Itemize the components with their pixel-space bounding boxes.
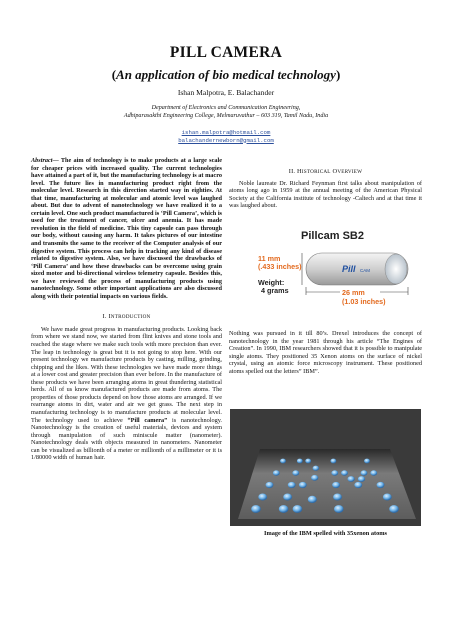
xenon-atom	[258, 494, 267, 501]
xenon-atom	[332, 482, 340, 488]
xenon-atom	[280, 459, 286, 464]
email-link-1[interactable]: ishan.malpotra@hotmail.com	[181, 129, 271, 136]
intro-bold: “Pill camera”	[127, 416, 168, 424]
weight-value: 4 grams	[261, 286, 289, 295]
section2-num: II.	[288, 168, 296, 175]
history-paragraph-2: Nothing was pursued in it till 80’s. Drexel introduces the concept of nanotechnology in the year 1981 through his article “The Engines of Creation”. In 1990, IBM researchers showed that it is possible to manipulate single atoms. They positioned 35 Xenon atoms on the surface of nickel crystal, using an atomic force microscopy instrument. These positioned atoms spelled out the letters” IBM”.	[229, 330, 422, 375]
paper-subtitle	[0, 67, 452, 83]
section2-rest-b: VERVIEW	[337, 169, 363, 175]
xenon-atom	[305, 459, 311, 464]
xenon-atom	[341, 470, 348, 475]
abstract	[31, 157, 222, 300]
ibm-atoms-figure	[230, 409, 421, 526]
xenon-atom	[288, 482, 296, 488]
xenon-atom	[273, 470, 280, 475]
xenon-atom	[389, 505, 399, 513]
intro-text-end: is nanotechnology. Nanotechnology is the creation of useful materials, devices and system through manipulation of such miniscule matter (nanometer). Nanotechnology deals with objects measured in nanometers. Nanometer can be visualized as billionth of a meter or millionth of a millimeter or it is 1/80000 width of human hair.	[31, 416, 222, 462]
section1-num: I.	[102, 313, 107, 321]
history-paragraph-1: Noble laureate Dr. Richard Feynman first talks about manipulation of atoms long ago in 1959 at the annual meeting of the American Physical Society at the California institute of technology -Caltech and at that time it was laughed about.	[229, 179, 422, 210]
xenon-atom	[358, 476, 365, 482]
xenon-atom	[370, 470, 377, 475]
section1-first: I	[108, 313, 111, 321]
xenon-atom	[348, 476, 355, 482]
dim1-value: 11 mm	[258, 254, 281, 263]
capsule-brand-sub: CAM	[360, 268, 370, 273]
affiliation	[0, 104, 452, 121]
section-heading-introduction	[31, 313, 222, 322]
xenon-atom	[299, 482, 307, 488]
paper-title: PILL CAMERA	[169, 44, 283, 61]
section1-rest: NTRODUCTION	[110, 314, 151, 321]
xenon-atom	[354, 482, 362, 488]
email-block	[0, 129, 452, 144]
section2-first-b: O	[332, 168, 338, 175]
xenon-atom	[283, 494, 292, 501]
xenon-atom	[383, 494, 392, 501]
xenon-atom	[334, 505, 344, 513]
pillcam-figure	[256, 217, 422, 319]
ibm-xenon-atoms-image	[230, 409, 421, 526]
figure-caption: Image of the IBM spelled with 35xenon atoms	[264, 530, 387, 537]
dim1-inches: (.433 inches)	[258, 262, 302, 271]
intro-paragraph	[31, 326, 222, 462]
xenon-atom	[297, 459, 303, 464]
email-link-2[interactable]: balachandernewborn@gmail.com	[178, 136, 274, 144]
xenon-atom	[364, 459, 370, 464]
affiliation-line-2: Adhiparasakthi Engineering College, Melmaruvathur – 603 319, Tamil Nadu, India	[123, 113, 329, 120]
xenon-atom	[311, 475, 318, 481]
right-column	[229, 168, 422, 210]
section2-rest-a: ISTORICAL	[301, 169, 331, 175]
xenon-atom	[279, 505, 289, 513]
left-column	[31, 157, 222, 462]
pillcam-illustration	[256, 217, 422, 319]
affiliation-line-1: Department of Electronics and Communication Engineering,	[151, 105, 301, 111]
authors: Ishan Malpotra, E. Balachander	[177, 88, 275, 97]
subtitle-paren-open: (	[111, 67, 117, 82]
xenon-atom	[313, 466, 319, 471]
abstract-lead: Abstract—	[31, 157, 59, 164]
abstract-body: The aim of technology is to make products at a large scale for cheaper prices with increased quality. The current technologies have attained a part of it, but the manufacturing technology is at macro level. The future lies in manufacturing product right from the molecular level. Research in this direction started way in eighties. At that time, manufacturing at molecular and atomic level was laughed about. But due to advent of nanotechnology we have realized it to a certain level. One such product manufactured is ‘Pill Camera’, which is used for the treatment of cancer, ulcer and anemia. It has made revolution in the field of medicine. This tiny capsule can pass through our body, without causing any harm. It takes pictures of our intestine and transmits the same to the receiver of the Computer analysis of our digestive system. This process can help in tracking any kind of disease related to digestive system. Also, we have discussed the drawbacks of ‘Pill Camera’ and how these drawbacks can be overcome using grain sized motor and bi-directional wireless telemetry capsule. Besides this, we have reviewed the process of manufacturing products using nanotechnology. Some other important applications are also discussed along with their potential impacts on various fields.	[31, 157, 222, 300]
section2-first-a: H	[297, 168, 302, 175]
xenon-atom	[331, 470, 338, 475]
subtitle-text: An application of bio medical technology	[116, 67, 336, 82]
weight-label: Weight:	[258, 278, 285, 287]
xenon-atom	[361, 470, 368, 475]
dim2-inches: (1.03 inches)	[342, 297, 386, 306]
xenon-atom	[308, 496, 317, 503]
xenon-atom	[331, 459, 337, 464]
capsule-lens-dome	[385, 254, 407, 284]
dim2-value: 26 mm	[342, 288, 365, 297]
xenon-atom	[293, 505, 303, 513]
xenon-atom	[377, 482, 385, 488]
section-heading-history	[229, 168, 422, 177]
xenon-atom	[292, 470, 299, 475]
pillcam-heading: Pillcam SB2	[301, 230, 364, 242]
xenon-atom	[266, 482, 274, 488]
intro-text: We have made great progress in manufacturing products. Looking back from where we stand now, we started from flint knives and stone tools and reached the stage where we make such tools with more precision than ever. The leap in technology is great but it is not going to stop here. With our present technology we manufacture products by casting, milling, grinding, chipping and the likes. With these technologies we have made more things at a lower cost and greater precision than ever before. In the manufacture of these products we have been arranging atoms in great thundering statistical herds. All of us know manufactured products are made from atoms. The properties of those products depend on how those atoms are arranged. If we rearrange atoms in dirt, water and air we get grass. The next step in manufacturing technology is to manufacture products at molecular level. The technology used to achieve	[31, 325, 222, 424]
xenon-atom	[251, 505, 261, 513]
xenon-atom	[333, 494, 342, 501]
capsule-brand: Pill	[342, 264, 356, 274]
subtitle-paren-close: )	[335, 67, 341, 82]
